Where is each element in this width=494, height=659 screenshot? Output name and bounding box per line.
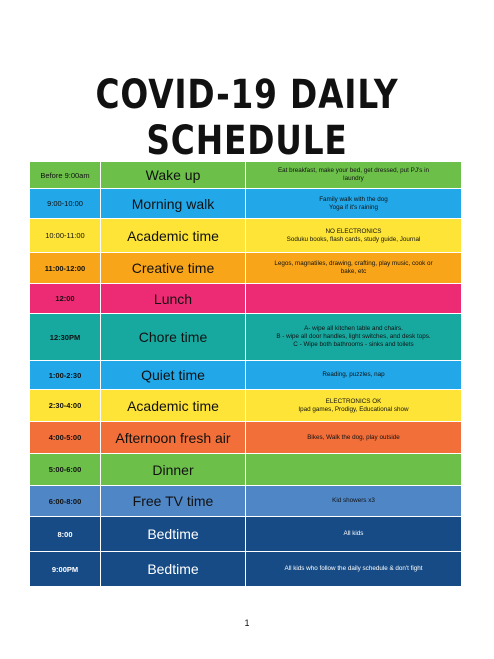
- notes-cell: [246, 314, 462, 361]
- note-line: All kids: [343, 530, 364, 538]
- time-cell: 2:30-4:00: [30, 390, 101, 422]
- note-line: Ipad games, Prodigy, Educational show: [298, 405, 409, 413]
- schedule-row: [30, 189, 462, 219]
- activity-cell: Lunch: [101, 284, 246, 314]
- notes-cell: [246, 390, 462, 422]
- note-line: Soduku books, flash cards, study guide, Journal: [286, 235, 421, 243]
- schedule-row: [30, 390, 462, 422]
- time-cell: 12:30PM: [30, 314, 101, 361]
- schedule-row: [30, 552, 462, 587]
- page-number: 1: [244, 618, 250, 628]
- note-line: bake, etc: [340, 268, 367, 275]
- schedule-body: [30, 162, 462, 587]
- notes-cell: [246, 361, 462, 390]
- notes-cell: [246, 284, 462, 314]
- activity-cell: Morning walk: [101, 189, 246, 219]
- note-line: ELECTRONICS OK: [325, 397, 382, 405]
- activity-cell: Free TV time: [101, 486, 246, 517]
- note-line: Family walk with the dog: [319, 195, 388, 203]
- schedule-row: [30, 486, 462, 517]
- schedule-row: [30, 517, 462, 552]
- schedule-row: [30, 253, 462, 284]
- notes-cell: [246, 552, 462, 587]
- time-cell: 9:00PM: [30, 552, 101, 587]
- activity-cell: Quiet time: [101, 361, 246, 390]
- time-cell: 11:00-12:00: [30, 253, 101, 284]
- schedule-row: [30, 361, 462, 390]
- note-line: All kids who follow the daily schedule & don't fight: [284, 565, 423, 573]
- time-cell: 10:00-11:00: [30, 219, 101, 253]
- activity-cell: Academic time: [101, 219, 246, 253]
- notes-cell: [246, 486, 462, 517]
- schedule-table: [29, 161, 462, 587]
- time-cell: 1:00-2:30: [30, 361, 101, 390]
- time-cell: 9:00-10:00: [30, 189, 101, 219]
- time-cell: 5:00-6:00: [30, 454, 101, 486]
- schedule-row: [30, 454, 462, 486]
- notes-cell: [246, 189, 462, 219]
- note-line: Yoga if it's raining: [329, 203, 378, 211]
- note-line: Kid showers x3: [332, 497, 375, 505]
- activity-cell: Creative time: [101, 253, 246, 284]
- time-cell: 4:00-5:00: [30, 422, 101, 454]
- activity-cell: Bedtime: [101, 517, 246, 552]
- time-cell: 6:00-8:00: [30, 486, 101, 517]
- activity-cell: Academic time: [101, 390, 246, 422]
- schedule-row: [30, 219, 462, 253]
- activity-cell: Chore time: [101, 314, 246, 361]
- notes-cell: [246, 422, 462, 454]
- time-cell: Before 9:00am: [30, 162, 101, 189]
- schedule-row: [30, 314, 462, 361]
- time-cell: 12:00: [30, 284, 101, 314]
- activity-cell: Dinner: [101, 454, 246, 486]
- note-line: B - wipe all door handles, light switches, and desk tops.: [276, 333, 431, 341]
- note-line: laundry: [343, 175, 364, 182]
- note-line: C - Wipe both bathrooms - sinks and toilets: [293, 340, 414, 348]
- note-line: Legos, magnatiles, drawing, crafting, play music, cook or: [274, 260, 433, 268]
- notes-cell: [246, 517, 462, 552]
- schedule-row: [30, 162, 462, 189]
- activity-cell: Wake up: [101, 162, 246, 189]
- note-line: Eat breakfast, make your bed, get dressed, put PJ's in: [277, 167, 429, 175]
- notes-cell: [246, 162, 462, 189]
- note-line: NO ELECTRONICS: [325, 227, 382, 235]
- time-cell: 8:00: [30, 517, 101, 552]
- note-line: A- wipe all kitchen table and chairs.: [304, 325, 403, 333]
- schedule-row: [30, 284, 462, 314]
- notes-cell: [246, 219, 462, 253]
- activity-cell: Bedtime: [101, 552, 246, 587]
- notes-cell: [246, 253, 462, 284]
- notes-cell: [246, 454, 462, 486]
- schedule-row: [30, 422, 462, 454]
- page-title: COVID-19 DAILY SCHEDULE: [95, 72, 399, 164]
- note-line: Reading, puzzles, nap: [322, 371, 385, 379]
- activity-cell: Afternoon fresh air: [101, 422, 246, 454]
- note-line: Bikes, Walk the dog, play outside: [307, 433, 400, 441]
